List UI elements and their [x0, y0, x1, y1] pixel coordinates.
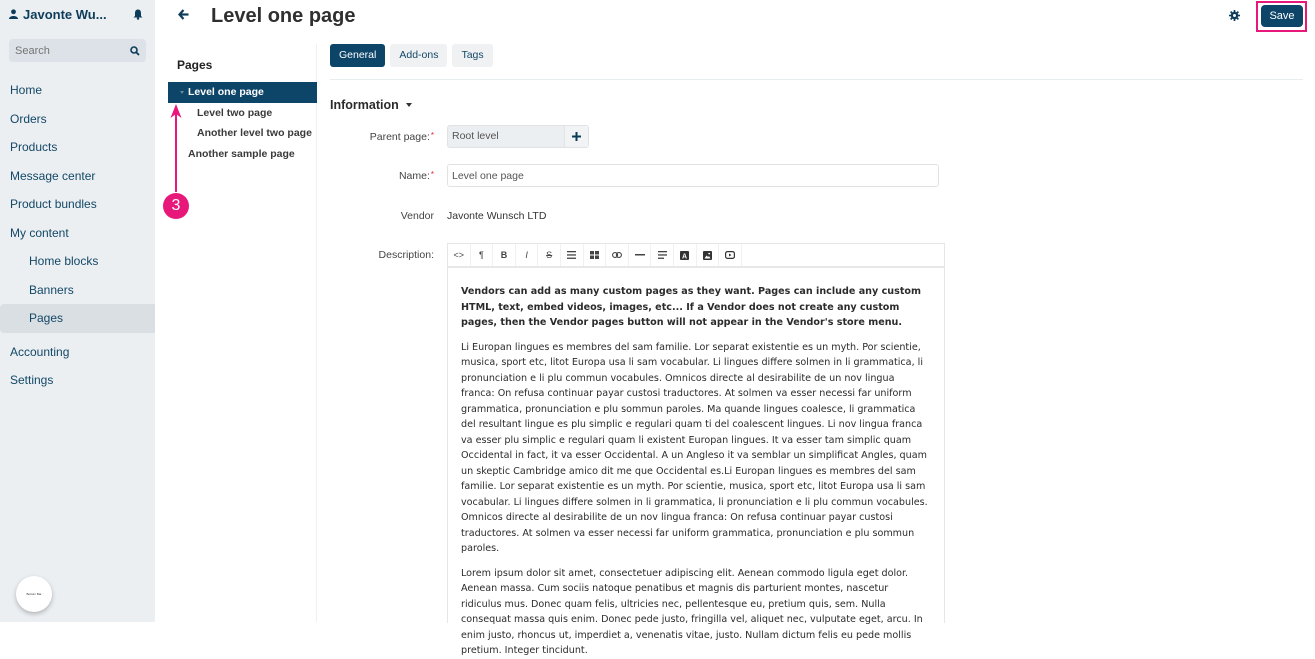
bell-icon[interactable]: [133, 9, 143, 20]
section-title: Information: [330, 98, 399, 112]
bottom-bar-bubble[interactable]: Bottom Bar: [16, 576, 52, 612]
user-menu[interactable]: [9, 6, 143, 22]
align-icon[interactable]: [651, 244, 674, 266]
editor-toolbar: [448, 244, 944, 268]
top-bar: [155, 0, 1315, 36]
nav-item-my-content[interactable]: My content: [10, 225, 69, 240]
italic-icon[interactable]: I: [516, 244, 539, 266]
nav-item-product-bundles[interactable]: Product bundles: [10, 197, 97, 211]
tab-general[interactable]: General: [330, 44, 385, 67]
search-box[interactable]: [9, 39, 146, 62]
unordered-list-icon[interactable]: [561, 244, 584, 266]
nav-item-orders[interactable]: Orders: [10, 111, 47, 126]
code-view-icon[interactable]: <>: [448, 244, 471, 266]
horizontal-rule-icon[interactable]: [629, 244, 652, 266]
sidebar-nav: [0, 76, 155, 395]
svg-text:A: A: [682, 253, 688, 260]
description-label: Description:: [378, 249, 434, 261]
vendor-value: Javonte Wunsch LTD: [447, 210, 547, 222]
tree-item-level-one-page[interactable]: Level one page: [168, 82, 317, 103]
search-input[interactable]: [15, 45, 130, 57]
add-parent-button[interactable]: [564, 126, 588, 147]
nav-item-banners[interactable]: Banners: [29, 282, 74, 297]
main-content: [330, 44, 1305, 656]
description-editor[interactable]: [447, 243, 945, 656]
nav-item-message-center[interactable]: Message center: [10, 168, 96, 183]
font-color-icon[interactable]: [674, 244, 697, 266]
sidebar: [0, 0, 155, 622]
save-button[interactable]: Save: [1261, 5, 1303, 27]
name-label: Name:*: [398, 170, 434, 182]
nav-item-pages[interactable]: Pages: [0, 304, 155, 333]
content-paragraph: Vendors can add as many custom pages as they want. Pages can include any custom HTML, text, embed videos, images, etc... If a Vendor does not create any custom pages, then the Vendor pages button will not appear in the Vendor's store menu.: [461, 286, 921, 328]
table-icon[interactable]: [584, 244, 607, 266]
tree-item-another-sample-page[interactable]: Another sample page: [188, 148, 295, 161]
pages-tree: [168, 82, 317, 165]
strikethrough-icon[interactable]: S: [538, 244, 561, 266]
tree-item-level-two-page[interactable]: Level two page: [197, 106, 273, 119]
annotation-arrow-icon: [170, 104, 182, 192]
gear-icon[interactable]: [1229, 10, 1240, 21]
parent-page-label: Parent page:*: [369, 131, 434, 143]
annotation-step-badge: 3: [163, 193, 189, 219]
page-title: Level one page: [211, 5, 356, 27]
required-mark: *: [430, 170, 434, 179]
parent-page-value[interactable]: Root level: [452, 130, 499, 142]
tab-tags[interactable]: Tags: [452, 44, 492, 67]
caret-down-icon: [406, 103, 412, 107]
user-icon: [9, 9, 18, 19]
tabs-divider: [330, 79, 1303, 80]
pages-panel-title: Pages: [177, 58, 213, 72]
search-icon[interactable]: [130, 46, 140, 56]
image-icon[interactable]: [697, 244, 720, 266]
bold-icon[interactable]: B: [493, 244, 516, 266]
tree-item-another-level-two-page[interactable]: Another level two page: [197, 127, 312, 140]
nav-item-home[interactable]: Home: [10, 83, 43, 97]
nav-item-settings[interactable]: Settings: [10, 373, 54, 387]
nav-item-home-blocks[interactable]: Home blocks: [29, 254, 99, 268]
parent-page-field[interactable]: [447, 125, 589, 148]
tab-add-ons[interactable]: Add-ons: [390, 44, 447, 67]
content-paragraph: Li Europan lingues es membres del sam familie. Lor separat existentie es un myth. Por scientie, musica, sport etc, litot Europa usa li sam vocabular. Li lingues differe solmen in li grammatica, li pronunciation e li plu commun vocabules. Omnicos directe al desirabilite de un nov lingua franca: On refusa continuar payar custosi traductores. At solmen va esser necessi far uniform grammatica, pronunciation e plu sommun paroles. Ma quande lingues coalesce, li grammatica del resultant lingue es plu simplic e regulari quam ti del coalescent lingues. Li nov lingua franca va esser plu simplic e regulari quam li existent Europan lingues. It va esser tam simplic quam Occidental in fact, it va esser Occidental. A un Angleso it va semblar un simplificat Angles, quam un skeptic Cambridge amico dit me que Occidental es.Li Europan lingues es membres del sam familie. Lor separat existentie es un myth. Por scientie, musica, sport etc, litot Europa usa li sam vocabular. Li lingues differe solmen in li grammatica, li pronunciation e li plu commun vocabules. Omnicos directe al desirabilite de un nov lingua franca: On refusa continuar payar custosi traductores. At solmen va esser necessi far uniform grammatica, pronunciation e plu sommun paroles.: [461, 341, 928, 554]
nav-item-accounting[interactable]: Accounting: [10, 344, 70, 359]
name-input[interactable]: [447, 164, 939, 187]
video-icon[interactable]: [719, 244, 742, 266]
tabs: [330, 44, 1305, 70]
link-icon[interactable]: [606, 244, 629, 266]
vendor-label: Vendor: [400, 210, 434, 222]
nav-item-products[interactable]: Products: [10, 140, 58, 154]
information-section-toggle[interactable]: [330, 98, 412, 112]
required-mark: *: [430, 131, 434, 140]
user-name: Javonte Wu...: [23, 6, 107, 22]
paragraph-icon[interactable]: ¶: [471, 244, 494, 266]
back-arrow-icon[interactable]: [178, 9, 189, 20]
editor-content[interactable]: [448, 268, 944, 659]
plus-icon: [572, 132, 581, 141]
content-paragraph: Lorem ipsum dolor sit amet, consectetuer adipiscing elit. Aenean commodo ligula eget dolor. Aenean massa. Cum sociis natoque penatibus et magnis dis parturient montes, nascetur ridiculus mus. Donec quam felis, ultricies nec, pellentesque eu, pretium quis, sem. Nulla consequat massa quis enim. Donec pede justo, fringilla vel, aliquet nec, vulputate eget, arcu. In enim justo, rhoncus ut, imperdiet a, venenatis vitae, justo. Nullam dictum felis eu pede mollis pretium. Integer tincidunt.: [461, 567, 923, 656]
